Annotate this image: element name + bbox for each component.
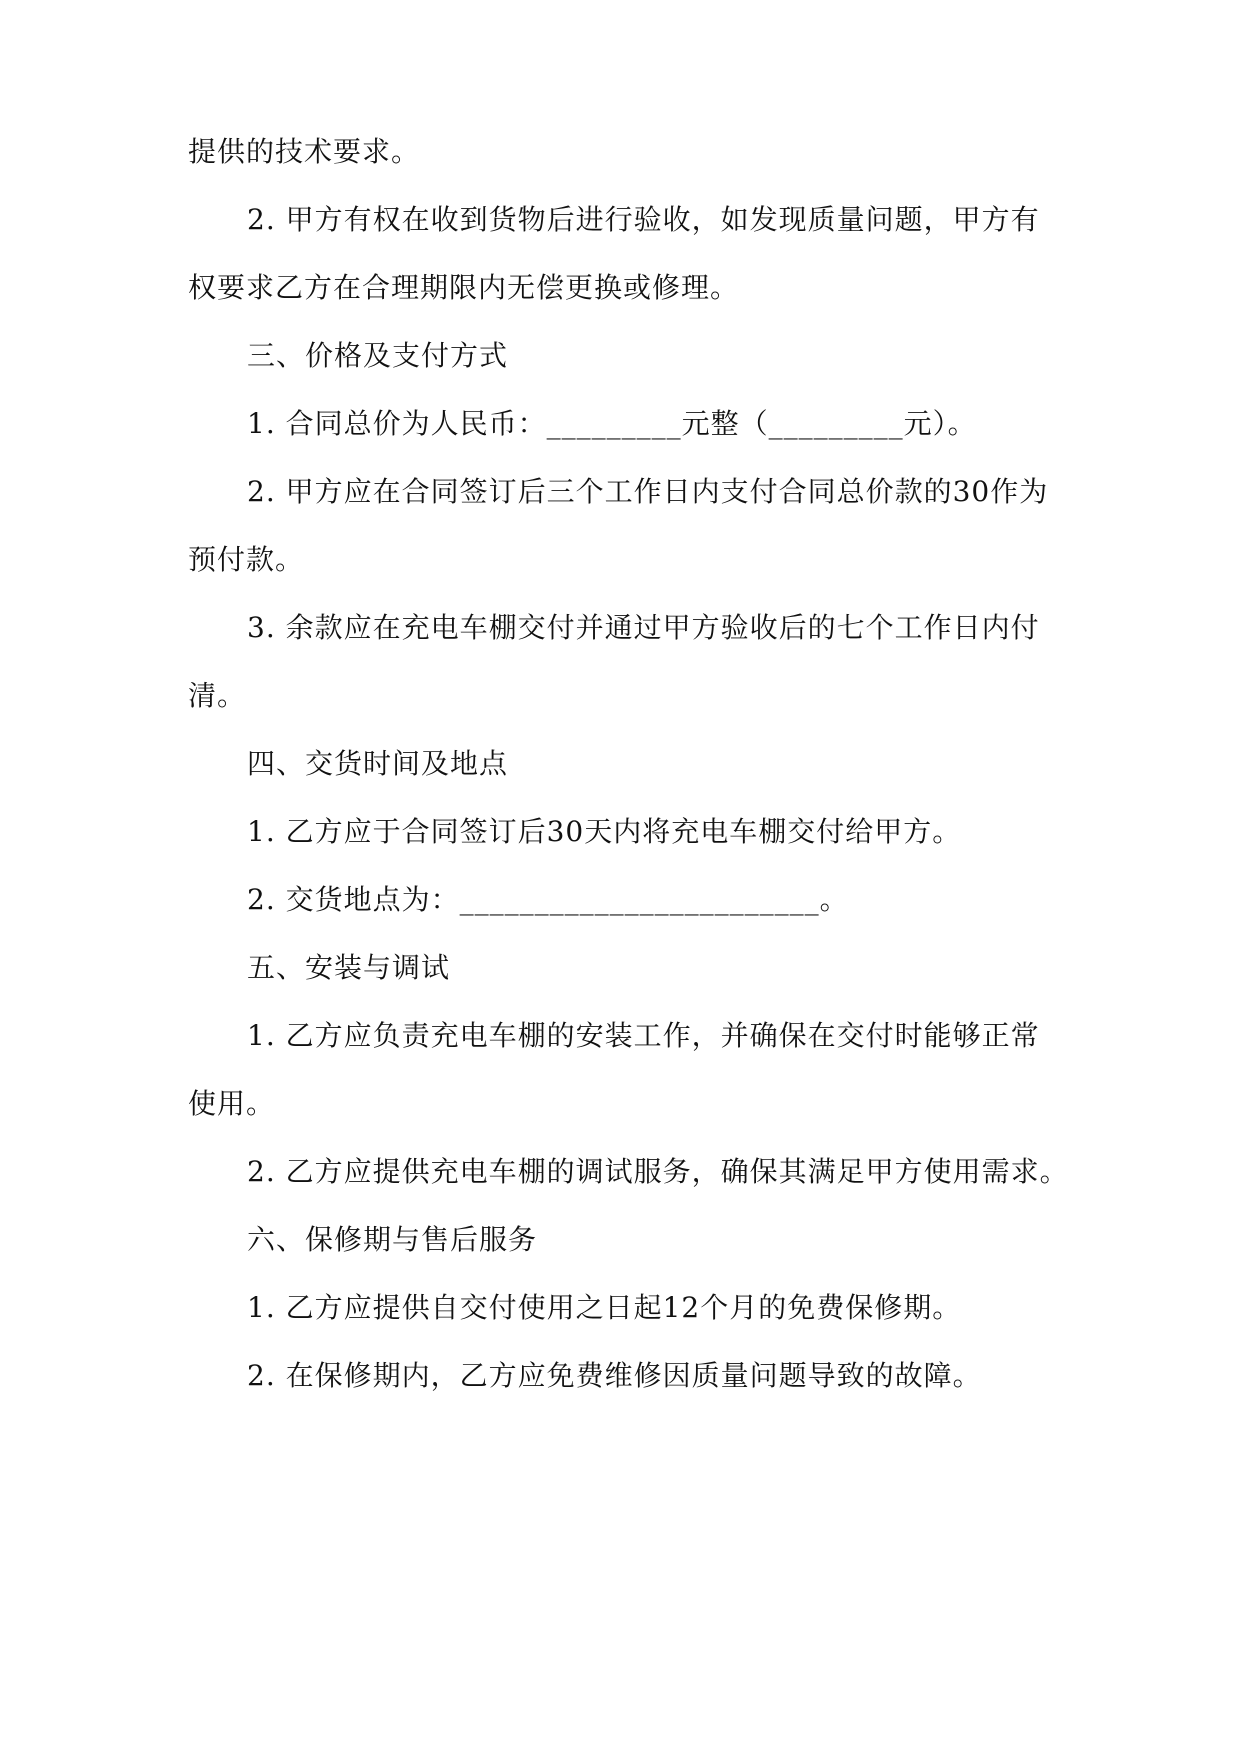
paragraph-line: 2. 乙方应提供充电车棚的调试服务，确保其满足甲方使用需求。 [247, 1155, 1069, 1188]
paragraph-line: 1. 合同总价为人民币：_________元整（_________元）。 [247, 407, 977, 440]
paragraph-line: 清。 [188, 679, 247, 712]
paragraph-line: 2. 甲方有权在收到货物后进行验收，如发现质量问题，甲方有 [247, 203, 1040, 236]
paragraph-line: 2. 在保修期内，乙方应免费维修因质量问题导致的故障。 [247, 1359, 982, 1392]
paragraph-line: 1. 乙方应于合同签订后30天内将充电车棚交付给甲方。 [247, 815, 962, 848]
section-heading: 六、保修期与售后服务 [247, 1223, 538, 1256]
paragraph-line: 预付款。 [188, 543, 305, 576]
paragraph-line: 2. 甲方应在合同签订后三个工作日内支付合同总价款的30作为 [247, 475, 1049, 508]
paragraph-line: 1. 乙方应提供自交付使用之日起12个月的免费保修期。 [247, 1291, 962, 1324]
paragraph-line: 权要求乙方在合理期限内无偿更换或修理。 [188, 271, 740, 304]
paragraph-line: 1. 乙方应负责充电车棚的安装工作，并确保在交付时能够正常 [247, 1019, 1040, 1052]
section-heading: 五、安装与调试 [247, 951, 451, 984]
section-heading: 三、价格及支付方式 [247, 339, 509, 372]
section-heading: 四、交货时间及地点 [247, 747, 509, 780]
paragraph-line: 2. 交货地点为：________________________。 [247, 883, 849, 916]
paragraph-line: 使用。 [188, 1087, 276, 1120]
paragraph-line: 3. 余款应在充电车棚交付并通过甲方验收后的七个工作日内付 [247, 611, 1040, 644]
paragraph-line: 提供的技术要求。 [188, 135, 421, 168]
